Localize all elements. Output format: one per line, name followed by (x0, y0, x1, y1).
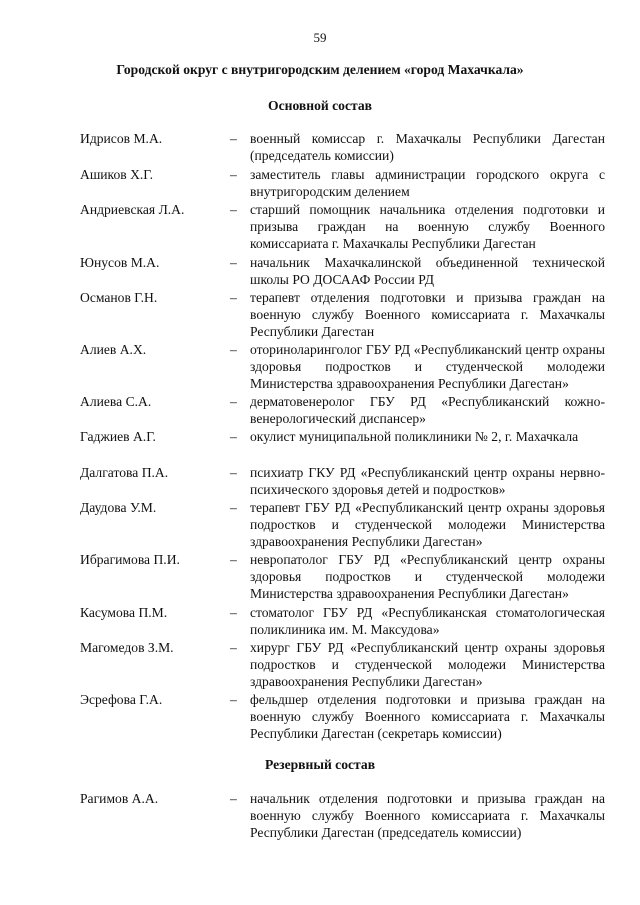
member-position: старший помощник начальника отделения подготовки и призыва граждан на военную службу Военного комиссариата г. Махачкалы Республики Дагестан (250, 202, 605, 251)
member-row (0, 464, 640, 498)
member-name: Идрисов М.А. (80, 131, 163, 146)
dash-separator: – (230, 202, 237, 217)
member-name: Эсрефова Г.А. (80, 692, 163, 707)
member-name: Алиева С.А. (80, 394, 152, 409)
member-row (0, 289, 640, 340)
member-row (0, 639, 640, 690)
member-name: Юнусов М.А. (80, 255, 160, 270)
member-row (0, 254, 640, 288)
dash-separator: – (230, 552, 237, 567)
member-position: психиатр ГКУ РД «Республиканский центр охраны нервно-психического здоровья детей и подростков» (250, 465, 605, 497)
member-position: стоматолог ГБУ РД «Республиканская стоматологическая поликлиника им. М. Максудова» (250, 605, 605, 637)
member-row (0, 341, 640, 392)
dash-separator: – (230, 167, 237, 182)
main-section-heading: Основной состав (268, 98, 372, 113)
member-row (0, 201, 640, 252)
reserve-section-heading: Резервный состав (264, 757, 376, 772)
member-name: Андриевская Л.А. (80, 202, 185, 217)
dash-separator: – (230, 255, 237, 270)
member-position: начальник отделения подготовки и призыва граждан на военную службу Военного комиссариата г. Махачкалы Республики Дагестан (председатель комиссии) (250, 791, 605, 840)
dash-separator: – (230, 131, 237, 146)
document-title: Городской округ с внутригородским делением «город Махачкала» (116, 62, 524, 77)
member-name: Алиев А.Х. (80, 342, 147, 357)
member-position: терапевт отделения подготовки и призыва граждан на военную службу Военного комиссариата г. Махачкалы Республики Дагестан (250, 290, 605, 339)
member-name: Магомедов З.М. (80, 640, 174, 655)
member-position: фельдшер отделения подготовки и призыва граждан на военную службу Военного комиссариата г. Махачкалы Республики Дагестан (секретарь комиссии) (250, 692, 605, 741)
member-row (0, 428, 640, 445)
member-name: Османов Г.Н. (80, 290, 158, 305)
dash-separator: – (230, 342, 237, 357)
member-row (0, 393, 640, 427)
member-name: Рагимов А.А. (80, 791, 159, 806)
dash-separator: – (230, 605, 237, 620)
dash-separator: – (230, 465, 237, 480)
member-row (0, 166, 640, 200)
member-name: Далгатова П.А. (80, 465, 169, 480)
dash-separator: – (230, 290, 237, 305)
member-row (0, 604, 640, 638)
member-row (0, 790, 640, 841)
member-position: терапевт ГБУ РД «Республиканский центр охраны здоровья подростков и студенческой молодежи Министерства здравоохранения Республики Дагестан» (250, 500, 605, 549)
member-position: заместитель главы администрации городского округа с внутригородским делением (250, 167, 605, 199)
dash-separator: – (230, 429, 237, 444)
member-row (0, 130, 640, 164)
member-position: военный комиссар г. Махачкалы Республики Дагестан (председатель комиссии) (250, 131, 605, 163)
dash-separator: – (230, 500, 237, 515)
dash-separator: – (230, 394, 237, 409)
member-name: Касумова П.М. (80, 605, 168, 620)
member-row (0, 551, 640, 602)
member-position: невропатолог ГБУ РД «Республиканский центр охраны здоровья подростков и студенческой молодежи Министерства здравоохранения Республики Дагестан» (250, 552, 605, 601)
member-position: хирург ГБУ РД «Республиканский центр охраны здоровья подростков и студенческой молодежи Министерства здравоохранения Республики Дагестан» (250, 640, 605, 689)
member-position: окулист муниципальной поликлиники № 2, г. Махачкала (250, 429, 579, 444)
member-name: Ибрагимова П.И. (80, 552, 180, 567)
member-name: Даудова У.М. (80, 500, 157, 515)
member-name: Ашиков Х.Г. (80, 167, 154, 182)
member-row (0, 691, 640, 742)
dash-separator: – (230, 640, 237, 655)
dash-separator: – (230, 791, 237, 806)
member-row (0, 499, 640, 550)
member-name: Гаджиев А.Г. (80, 429, 156, 444)
member-position: оториноларинголог ГБУ РД «Республиканский центр охраны здоровья подростков и студенческой молодежи Министерства здравоохранения Республики Дагестан» (250, 342, 605, 391)
page-number: 59 (313, 30, 327, 45)
member-position: начальник Махачкалинской объединенной технической школы РО ДОСААФ России РД (250, 255, 605, 287)
member-position: дерматовенеролог ГБУ РД «Республиканский кожно-венерологический диспансер» (250, 394, 605, 426)
dash-separator: – (230, 692, 237, 707)
